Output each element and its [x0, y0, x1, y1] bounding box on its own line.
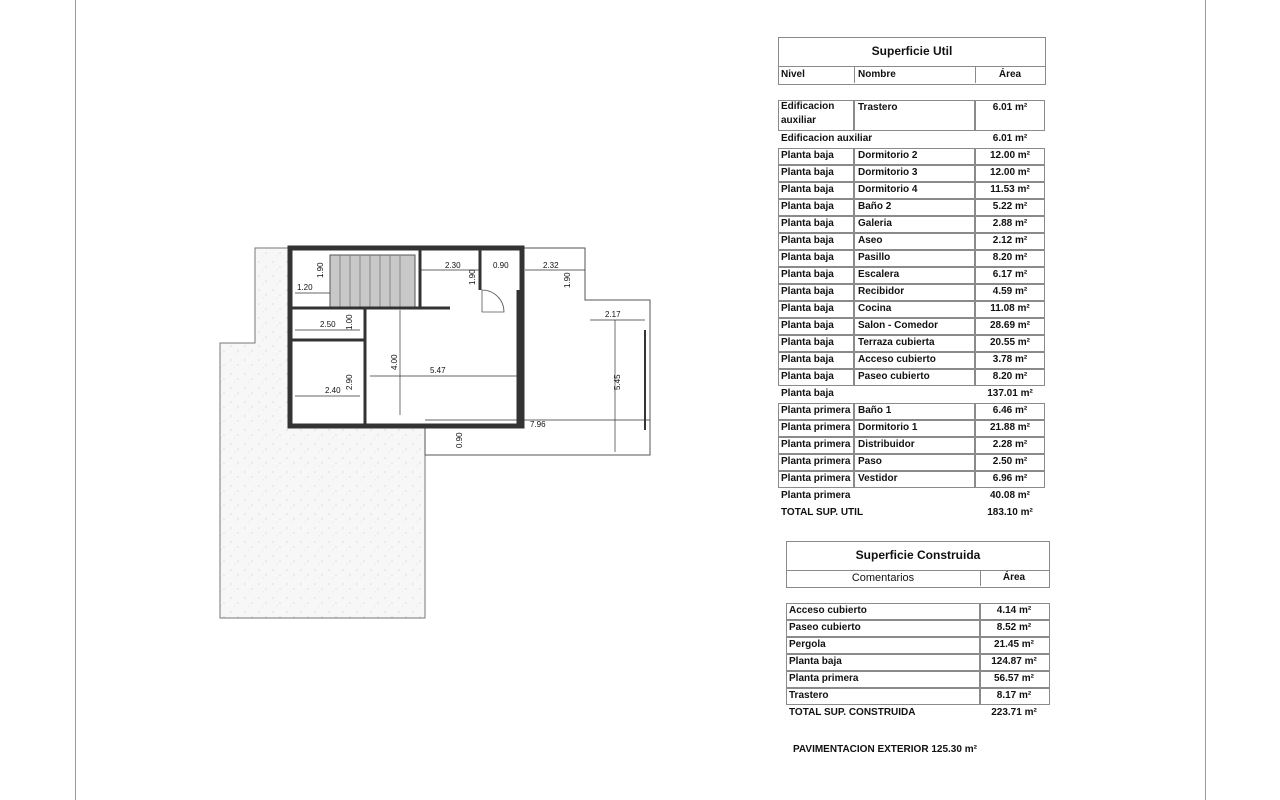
construida-row — [786, 637, 1050, 654]
util-area: 8.20 m² — [992, 252, 1028, 263]
util-nombre: Dormitorio 1 — [858, 422, 918, 433]
util-nombre: Dormitorio 2 — [858, 150, 918, 161]
util-area: 183.10 m² — [987, 507, 1033, 518]
util-nombre: Escalera — [858, 269, 900, 280]
util-area: 6.17 m² — [992, 269, 1028, 280]
util-area: 28.69 m² — [989, 320, 1031, 331]
construida-title: Superficie Construida — [855, 548, 981, 562]
util-nivel: Planta primera — [781, 456, 851, 467]
util-row — [778, 250, 1046, 267]
construida-label: Paseo cubierto — [789, 622, 861, 633]
util-nombre: Distribuidor — [858, 439, 915, 450]
util-area: 3.78 m² — [992, 354, 1028, 365]
util-row — [778, 403, 1046, 420]
util-row — [778, 352, 1046, 369]
util-area: 137.01 m² — [987, 388, 1033, 399]
plan-dimension-label: 5.47 — [430, 366, 446, 375]
construida-label: Acceso cubierto — [789, 605, 867, 616]
util-nombre: Recibidor — [858, 286, 905, 297]
util-nombre: Trastero — [858, 102, 898, 113]
util-area: 20.55 m² — [989, 337, 1031, 348]
plan-dimension-label: 2.50 — [320, 320, 336, 329]
construida-label: Trastero — [789, 690, 829, 701]
util-nombre: Pasillo — [858, 252, 891, 263]
frame-left-line — [75, 0, 76, 800]
construida-label: TOTAL SUP. CONSTRUIDA — [789, 707, 916, 718]
util-area: 12.00 m² — [989, 150, 1031, 161]
util-area: 21.88 m² — [989, 422, 1031, 433]
util-nivel: Planta primera — [781, 422, 851, 433]
util-row — [778, 335, 1046, 352]
util-nivel: Planta baja — [781, 167, 834, 178]
util-nivel: Planta primera — [781, 439, 851, 450]
util-area: 6.01 m² — [992, 133, 1028, 144]
plan-dimension-label: 1.20 — [297, 283, 313, 292]
util-row — [778, 437, 1046, 454]
util-nivel: Edificacion auxiliar — [781, 101, 835, 126]
staircase — [330, 255, 415, 307]
util-nivel: Planta primera — [781, 490, 851, 501]
plan-dimension-label: 2.90 — [345, 374, 354, 390]
util-nivel: Planta baja — [781, 354, 834, 365]
construida-area: 8.52 m² — [996, 622, 1032, 633]
util-area: 2.12 m² — [992, 235, 1028, 246]
util-area: 40.08 m² — [989, 490, 1031, 501]
util-nivel: TOTAL SUP. UTIL — [781, 507, 864, 518]
construida-area: 21.45 m² — [993, 639, 1035, 650]
util-header-area: Área — [998, 69, 1022, 80]
util-header-divider-1 — [854, 66, 855, 83]
util-nivel: Planta baja — [781, 269, 834, 280]
util-nivel: Planta baja — [781, 303, 834, 314]
construida-row — [786, 688, 1050, 705]
plan-dimension-label: 4.00 — [390, 354, 399, 370]
util-nombre: Dormitorio 4 — [858, 184, 918, 195]
construida-label: Pergola — [789, 639, 826, 650]
construida-label: Planta primera — [789, 673, 859, 684]
construida-row — [786, 705, 1050, 722]
util-area: 11.08 m² — [990, 303, 1030, 314]
plan-dimension-label: 1.90 — [468, 269, 477, 285]
util-nivel: Edificacion auxiliar — [781, 133, 873, 144]
util-header-nivel: Nivel — [781, 69, 805, 80]
util-nivel: Planta baja — [781, 184, 834, 195]
frame-right-line — [1205, 0, 1206, 800]
util-nivel: Planta baja — [781, 371, 834, 382]
util-nivel: Planta primera — [781, 473, 851, 484]
util-area: 6.01 m² — [992, 102, 1028, 113]
util-nivel: Planta primera — [781, 405, 851, 416]
construida-row — [786, 620, 1050, 637]
util-row — [778, 301, 1046, 318]
util-nivel: Planta baja — [781, 252, 834, 263]
util-area: 11.53 m² — [990, 184, 1030, 195]
plan-dimension-label: 2.40 — [325, 386, 341, 395]
util-row — [778, 488, 1046, 505]
plan-dimension-label: 1.90 — [316, 262, 325, 278]
util-row — [778, 267, 1046, 284]
util-area: 4.59 m² — [992, 286, 1028, 297]
util-area: 2.88 m² — [992, 218, 1028, 229]
pavimentacion-note: PAVIMENTACION EXTERIOR 125.30 m² — [793, 744, 977, 755]
plan-dimension-label: 1.00 — [345, 314, 354, 330]
construida-row — [786, 603, 1050, 620]
util-row — [778, 131, 1046, 148]
construida-area: 4.14 m² — [996, 605, 1032, 616]
util-nivel: Planta baja — [781, 388, 834, 399]
util-row — [778, 182, 1046, 199]
construida-area: 124.87 m² — [991, 656, 1037, 667]
util-nivel: Planta baja — [781, 320, 834, 331]
util-nombre: Acceso cubierto — [858, 354, 936, 365]
construida-label: Planta baja — [789, 656, 842, 667]
util-nombre: Vestidor — [858, 473, 898, 484]
util-nombre: Galeria — [858, 218, 892, 229]
construida-row — [786, 671, 1050, 688]
plan-dimension-label: 7.96 — [530, 420, 546, 429]
construida-area: 223.71 m² — [991, 707, 1037, 718]
util-nombre: Cocina — [858, 303, 892, 314]
construida-header-comentarios: Comentarios — [851, 572, 915, 584]
util-nombre: Dormitorio 3 — [858, 167, 918, 178]
util-row — [778, 284, 1046, 301]
plan-dimension-label: 1.90 — [563, 272, 572, 288]
util-row — [778, 369, 1046, 386]
util-row — [778, 100, 1046, 131]
util-nivel: Planta baja — [781, 201, 834, 212]
construida-header-area: Área — [1002, 572, 1026, 583]
util-title: Superficie Util — [871, 44, 953, 58]
plan-dimension-label: 0.90 — [493, 261, 509, 270]
util-row — [778, 148, 1046, 165]
util-row — [778, 199, 1046, 216]
util-nombre: Paseo cubierto — [858, 371, 930, 382]
util-row — [778, 165, 1046, 182]
plan-dimension-label: 0.90 — [455, 432, 464, 448]
util-row — [778, 386, 1046, 403]
util-header-nombre: Nombre — [858, 69, 896, 80]
floor-plan — [200, 230, 660, 630]
util-row — [778, 471, 1046, 488]
plan-dimension-label: 2.17 — [605, 310, 621, 319]
util-nombre: Baño 1 — [858, 405, 892, 416]
plan-dimension-label: 2.32 — [543, 261, 559, 270]
util-row — [778, 318, 1046, 335]
util-area: 2.28 m² — [992, 439, 1028, 450]
util-row — [778, 505, 1046, 522]
util-nivel: Planta baja — [781, 235, 834, 246]
util-area: 8.20 m² — [992, 371, 1028, 382]
plan-dimension-label: 5.45 — [613, 374, 622, 390]
util-area: 5.22 m² — [992, 201, 1028, 212]
util-area: 6.46 m² — [992, 405, 1028, 416]
util-area: 6.96 m² — [992, 473, 1028, 484]
util-row — [778, 216, 1046, 233]
util-row — [778, 420, 1046, 437]
util-nombre: Terraza cubierta — [858, 337, 935, 348]
util-nombre: Aseo — [858, 235, 883, 246]
util-area: 12.00 m² — [989, 167, 1031, 178]
util-row — [778, 233, 1046, 250]
construida-area: 56.57 m² — [993, 673, 1035, 684]
construida-area: 8.17 m² — [996, 690, 1032, 701]
util-area: 2.50 m² — [992, 456, 1028, 467]
util-nivel: Planta baja — [781, 218, 834, 229]
util-nombre: Baño 2 — [858, 201, 892, 212]
util-nivel: Planta baja — [781, 286, 834, 297]
util-row — [778, 454, 1046, 471]
util-nivel: Planta baja — [781, 150, 834, 161]
construida-row — [786, 654, 1050, 671]
util-nivel: Planta baja — [781, 337, 834, 348]
util-nombre: Paso — [858, 456, 882, 467]
util-nombre: Salon - Comedor — [858, 320, 939, 331]
plan-dimension-label: 2.30 — [445, 261, 461, 270]
